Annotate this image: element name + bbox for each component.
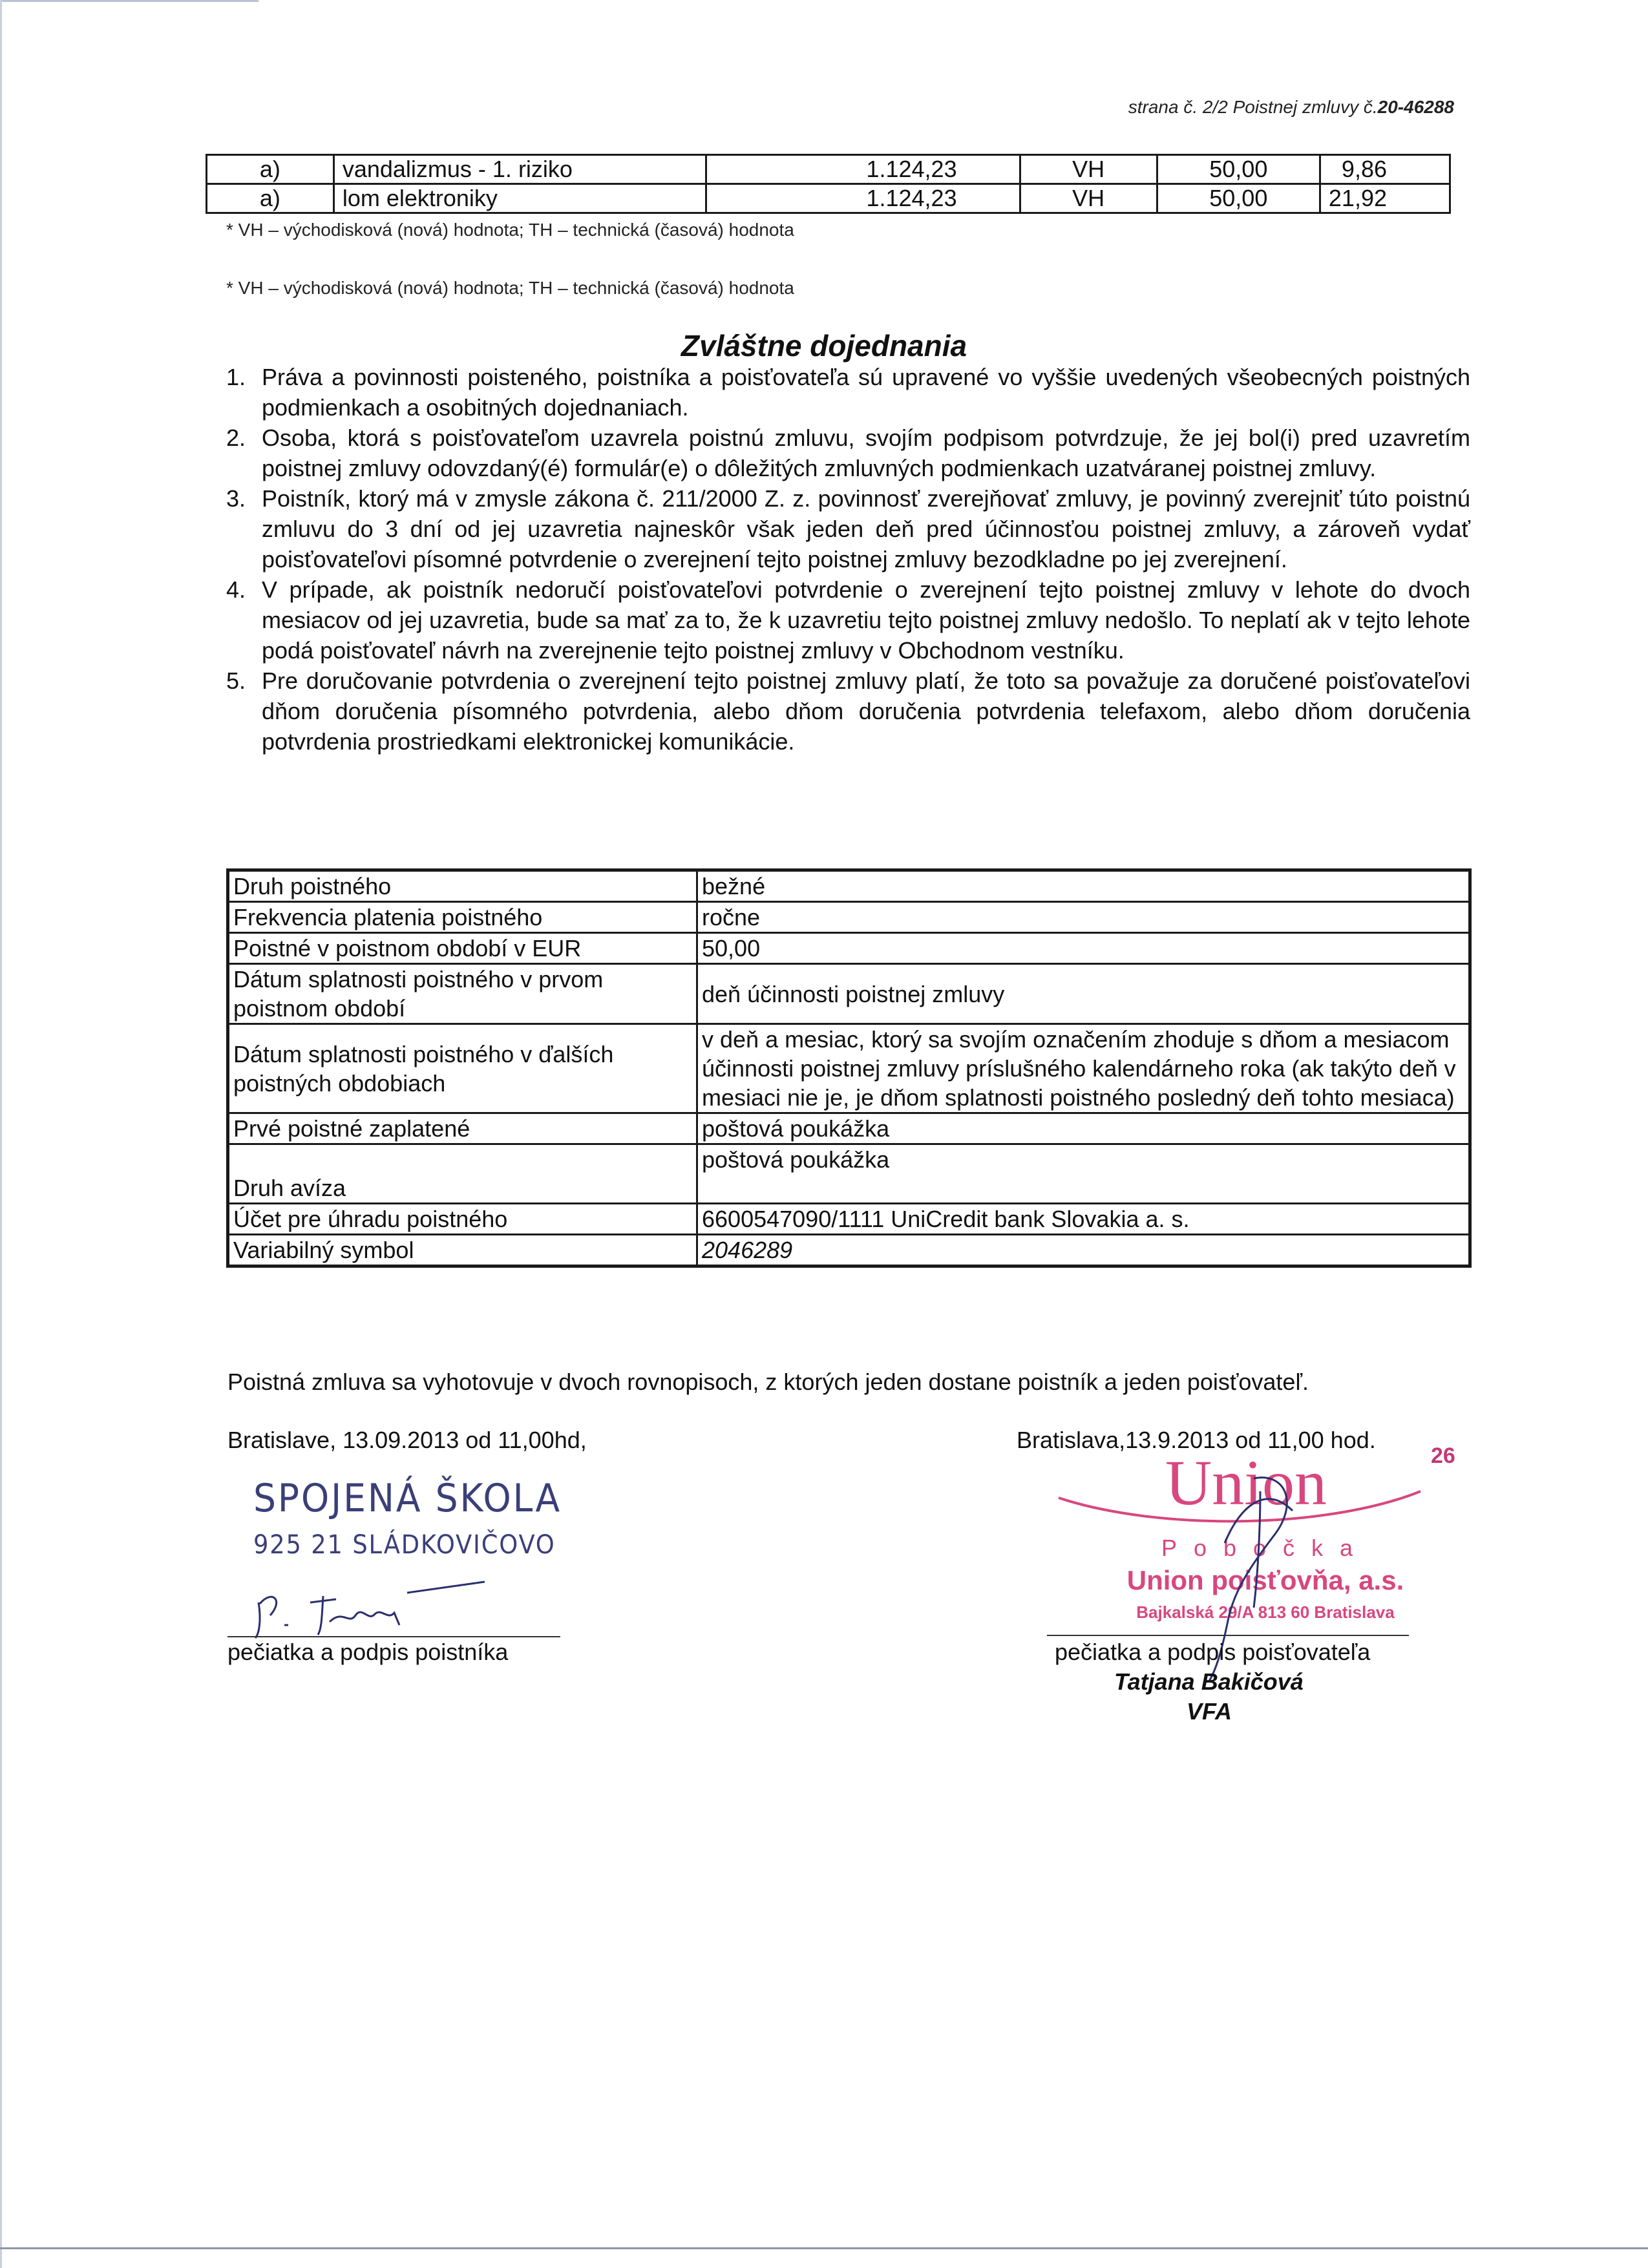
contract-number: 20-46288 — [1377, 97, 1454, 117]
insurer-signature-caption: pečiatka a podpis poisťovateľa — [1055, 1639, 1371, 1665]
coverage-deductible: 50,00 — [1157, 184, 1320, 213]
agent-title: VFA — [1187, 1698, 1232, 1725]
table-row — [228, 964, 1470, 1024]
clause-number: 1. — [226, 364, 246, 390]
coverage-letter: a) — [207, 155, 334, 184]
insurer-stamp-logo: Union — [1165, 1453, 1327, 1518]
coverage-sum: 1.124,23 — [706, 184, 1020, 213]
premium-type-label: Druh poistného — [228, 870, 697, 902]
table-row — [207, 155, 1450, 184]
coverage-table — [206, 154, 1451, 214]
first-due-date-value: deň účinnosti poistnej zmluvy — [697, 964, 1470, 1024]
first-due-date-label: Dátum splatnosti poistného v prvom poistnom období — [228, 964, 697, 1024]
scan-edge-bottom — [0, 2247, 1648, 2249]
table-row — [228, 1144, 1470, 1204]
signing-place-date-insurer: Bratislava,13.9.2013 od 11,00 hod. — [1017, 1427, 1376, 1453]
clause-text: Práva a povinnosti poisteného, poistníka a poisťovateľa sú upravené vo vyššie uvedených všeobecných poistných podmienkach a osobitných dojednaniach. — [262, 364, 1470, 421]
clause-item — [226, 362, 1470, 423]
clause-number: 5. — [226, 667, 246, 694]
clause-text: Osoba, ktorá s poisťovateľom uzavrela poistnú zmluvu, svojím podpisom potvrdzuje, že jej bol(i) pred uzavretím poistnej zmluvy odovzdaný(é) formulár(e) o dôležitých zmluvných podmienkach uzatváranej poistnej zmluvy. — [262, 425, 1470, 481]
clause-number: 3. — [226, 485, 246, 512]
premium-amount-label: Poistné v poistnom období v EUR — [228, 933, 697, 964]
policyholder-signature-caption: pečiatka a podpis poistníka — [227, 1639, 509, 1665]
coverage-deductible: 50,00 — [1157, 155, 1320, 184]
clause-item — [226, 666, 1470, 757]
variable-symbol-label: Variabilný symbol — [228, 1235, 697, 1266]
premium-type-value: bežné — [697, 870, 1470, 902]
advice-type-label: Druh avíza — [228, 1144, 697, 1204]
footnote-value-basis-repeat: * VH – východisková (nová) hodnota; TH – technická (časová) hodnota — [226, 278, 794, 298]
scan-edge-top — [0, 0, 259, 2]
insurer-stamp-branch: Pobočka — [1161, 1535, 1370, 1561]
coverage-basis: VH — [1020, 155, 1157, 184]
advice-type-value: poštová poukážka — [697, 1144, 1470, 1204]
payment-account-value: 6600547090/1111 UniCredit bank Slovakia a. s. — [697, 1204, 1470, 1235]
table-row — [228, 1024, 1470, 1113]
table-row — [228, 1113, 1470, 1144]
closing-statement: Poistná zmluva sa vyhotovuje v dvoch rovnopisoch, z ktorých jeden dostane poistník a jeden poisťovateľ. — [227, 1369, 1309, 1395]
coverage-sum: 1.124,23 — [706, 155, 1020, 184]
first-payment-label: Prvé poistné zaplatené — [228, 1113, 697, 1144]
school-stamp-address: 925 21 SLÁDKOVIČOVO — [253, 1530, 556, 1560]
table-row — [207, 184, 1450, 213]
table-row — [228, 1235, 1470, 1266]
premium-table — [226, 868, 1472, 1268]
insurer-stamp-address: Bajkalská 29/A 813 60 Bratislava — [1136, 1602, 1395, 1622]
clause-number: 4. — [226, 576, 246, 603]
signature-line-insurer — [1047, 1635, 1409, 1636]
clause-text: Poistník, ktorý má v zmysle zákona č. 211/2000 Z. z. povinnosť zverejňovať zmluvy, je povinný zverejniť túto poistnú zmluvu do 3 dní od jej uzavretia najneskôr však jeden deň pred účinnosťou poistnej zmluvy, a zároveň vydať poisťovateľovi písomné potvrdenie o zverejnení tejto poistnej zmluvy bezodkladne po jej zverejnení. — [262, 485, 1470, 572]
school-stamp — [253, 1476, 588, 1560]
clause-text: V prípade, ak poistník nedoručí poisťovateľovi potvrdenie o zverejnení tejto poistnej zmluvy v lehote do dvoch mesiacov od jej uzavretia, bude sa mať za to, že k uzavretiu tejto poistnej zmluvy nedošlo. To neplatí ak v tejto lehote podá poisťovateľ návrh na zverejnenie tejto poistnej zmluvy v Obchodnom vestníku. — [262, 576, 1470, 664]
payment-frequency-value: ročne — [697, 902, 1470, 933]
insurer-stamp-company: Union poisťovňa, a.s. — [1126, 1565, 1404, 1595]
page-reference-prefix: strana č. 2/2 Poistnej zmluvy č. — [1128, 97, 1378, 117]
section-title: Zvláštne dojednania — [681, 329, 967, 362]
clause-item — [226, 574, 1470, 666]
payment-account-label: Účet pre úhradu poistného — [228, 1204, 697, 1235]
next-due-dates-value: v deň a mesiac, ktorý sa svojím označením zhoduje s dňom a mesiacom účinnosti poistnej zmluvy príslušného kalendárneho roka (ak takýto deň v mesiaci nie je, je dňom splatnosti poistného posledný deň tohto mesiaca) — [697, 1024, 1470, 1113]
clause-text: Pre doručovanie potvrdenia o zverejnení tejto poistnej zmluvy platí, že toto sa považuje za doručené poisťovateľovi dňom doručenia písomného potvrdenia, alebo dňom doručenia potvrdenia telefaxom, alebo dňom doručenia potvrdenia prostriedkami elektronickej komunikácie. — [262, 667, 1470, 755]
coverage-basis: VH — [1020, 184, 1157, 213]
table-row — [228, 902, 1470, 933]
policyholder-signature — [246, 1564, 504, 1641]
footnote-value-basis: * VH – východisková (nová) hodnota; TH – technická (časová) hodnota — [226, 220, 794, 240]
signature-line-policyholder — [227, 1636, 560, 1637]
agent-name: Tatjana Bakičová — [1114, 1668, 1304, 1695]
table-row — [228, 1204, 1470, 1235]
table-row — [228, 870, 1470, 902]
special-clauses-list — [226, 362, 1470, 757]
clause-item — [226, 423, 1470, 483]
clause-number: 2. — [226, 425, 246, 451]
coverage-risk: vandalizmus - 1. riziko — [333, 155, 706, 184]
coverage-letter: a) — [207, 184, 334, 213]
signing-place-date-policyholder: Bratislave, 13.09.2013 od 11,00hd, — [227, 1427, 587, 1453]
payment-frequency-label: Frekvencia platenia poistného — [228, 902, 697, 933]
variable-symbol-value: 2046289 — [697, 1235, 1470, 1266]
coverage-premium: 9,86 — [1320, 155, 1450, 184]
coverage-premium: 21,92 — [1320, 184, 1450, 213]
premium-amount-value: 50,00 — [697, 933, 1470, 964]
first-payment-value: poštová poukážka — [697, 1113, 1470, 1144]
next-due-dates-label: Dátum splatnosti poistného v ďalších poistných obdobiach — [228, 1024, 697, 1113]
page-reference — [1128, 97, 1454, 118]
school-stamp-name: SPOJENÁ ŠKOLA — [253, 1476, 562, 1521]
page-mark: 26 — [1431, 1444, 1455, 1468]
clause-item — [226, 483, 1470, 574]
table-row — [228, 933, 1470, 964]
coverage-risk: lom elektroniky — [333, 184, 706, 213]
